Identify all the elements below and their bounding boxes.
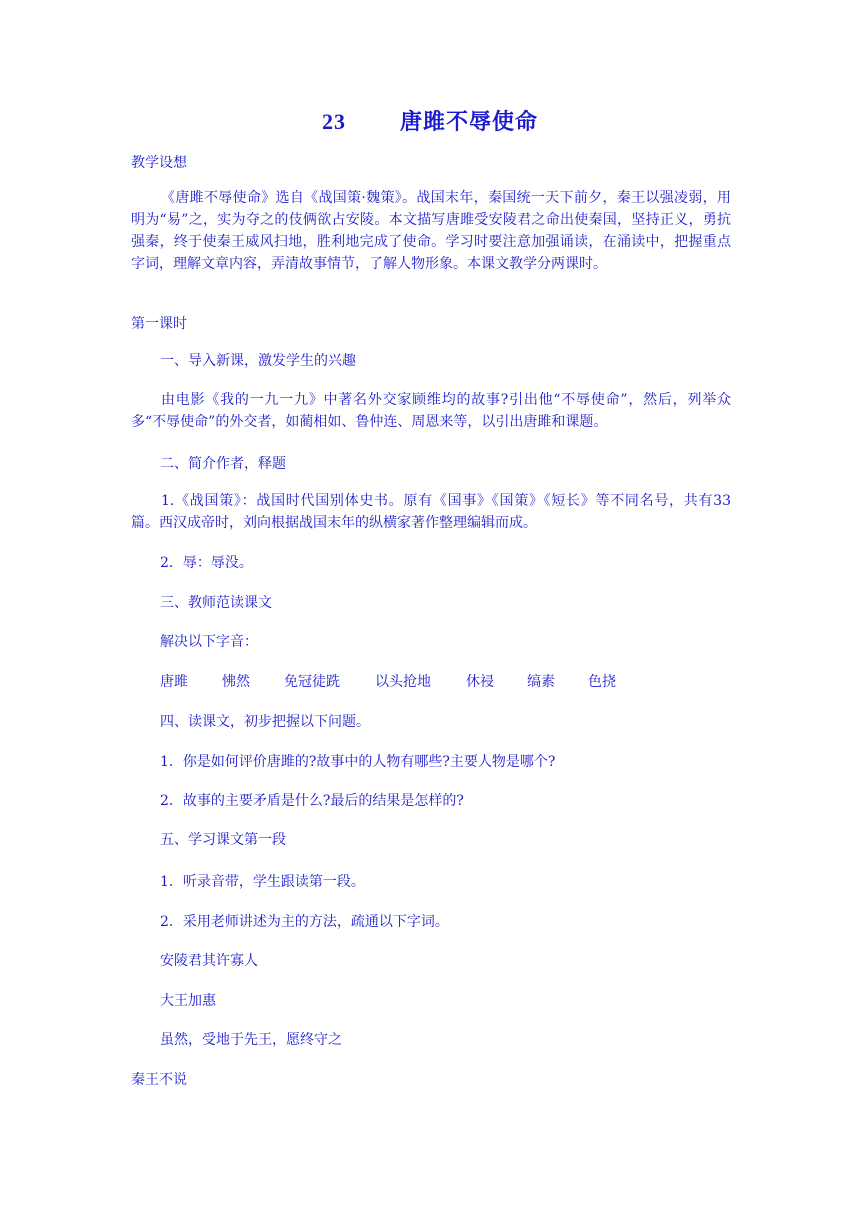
lesson-heading: 第一课时 xyxy=(131,316,187,332)
step5-item-2: 2．采用老师讲述为主的方法，疏通以下字词。 xyxy=(160,914,449,930)
title-text: 唐雎不辱使命 xyxy=(399,109,538,134)
phrase-line: 虽然，受地于先王，愿终守之 xyxy=(160,1032,342,1048)
pronunciation-word: 唐雎 xyxy=(160,674,188,690)
phrase-line: 大王加惠 xyxy=(160,993,216,1009)
step1-paragraph: 由电影《我的一九一九》中著名外交家顾维均的故事?引出他“不辱使命”，然后，列举众多“不辱使命”的外交者，如蔺相如、鲁仲连、周恩来等，以引出唐雎和课题。 xyxy=(131,392,731,430)
step4-heading: 四、读课文，初步把握以下问题。 xyxy=(160,714,370,730)
step2-item-2: 2．辱：辱没。 xyxy=(160,555,253,571)
step4-question-2: 2．故事的主要矛盾是什么?最后的结果是怎样的? xyxy=(160,793,464,809)
pronunciation-word: 以头抢地 xyxy=(375,674,431,690)
title-number: 23 xyxy=(321,109,346,134)
step5-heading: 五、学习课文第一段 xyxy=(160,832,286,848)
phrase-line: 秦王不说 xyxy=(131,1072,187,1088)
step4-question-1: 1．你是如何评价唐雎的?故事中的人物有哪些?主要人物是哪个? xyxy=(160,754,556,770)
pronunciation-word: 免冠徒跣 xyxy=(284,674,340,690)
step3-subheading: 解决以下字音： xyxy=(160,634,258,650)
section-heading-design: 教学设想 xyxy=(131,155,187,171)
design-paragraph: 《唐雎不辱使命》选自《战国策·魏策》。战国末年，秦国统一天下前夕，秦王以强凌弱，用明为“易”之，实为夺之的伎俩欲占安陵。本文描写唐雎受安陵君之命出使秦国，坚持正义，勇抗强秦，终于使秦王威风扫地，胜利地完成了使命。学习时要注意加强诵读，在涌读中，把握重点字词，理解文章内容，弄清故事情节，了解人物形象。本课文教学分两课时。 xyxy=(131,190,731,272)
pronunciation-list xyxy=(160,671,616,693)
step2-item-1: 1.《战国策》：战国时代国别体史书。原有《国事》《国策》《短长》等不同名号，共有33篇。西汉成帝时，刘向根据战国末年的纵横家著作整理编辑而成。 xyxy=(131,493,731,531)
step3-heading: 三、教师范读课文 xyxy=(160,595,272,611)
phrase-line: 安陵君其许寡人 xyxy=(160,953,258,969)
step5-item-1: 1．听录音带，学生跟读第一段。 xyxy=(160,874,365,890)
pronunciation-word: 休祲 xyxy=(466,674,494,690)
pronunciation-word: 怫然 xyxy=(222,674,250,690)
page-title xyxy=(0,105,860,136)
step2-heading: 二、简介作者，释题 xyxy=(160,456,286,472)
pronunciation-word: 缟素 xyxy=(527,674,555,690)
step1-heading: 一、导入新课，激发学生的兴趣 xyxy=(160,353,356,369)
pronunciation-word: 色挠 xyxy=(588,674,616,690)
